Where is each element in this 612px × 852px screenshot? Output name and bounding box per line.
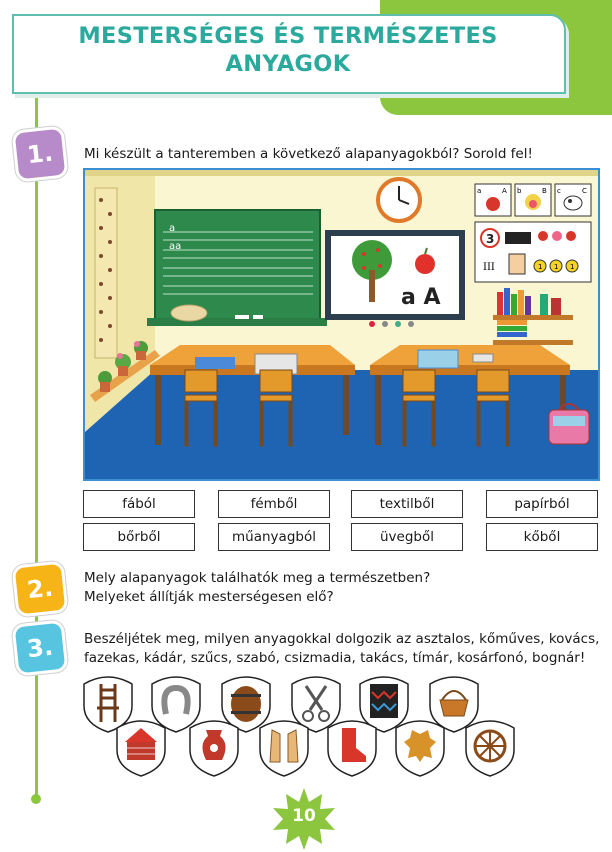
coin-2: 1 (554, 263, 559, 271)
task-3-line-1: Beszéljétek meg, milyen anyagokkal dolgozik az asztalos, kőműves, kovács, (84, 631, 600, 647)
wagon-wheel-icon (464, 718, 516, 778)
classroom-svg (85, 170, 598, 479)
margin-line-end (31, 794, 41, 804)
card-a: a (477, 187, 482, 195)
word-box-wood: fából (83, 490, 195, 518)
word-box-leather: bőrből (83, 523, 195, 551)
card-A: A (502, 187, 507, 195)
margin-line (35, 92, 38, 798)
card-c: c (557, 187, 561, 195)
word-box-stone: kőből (486, 523, 598, 551)
jug-icon (188, 718, 240, 778)
card-b: b (517, 187, 522, 195)
task-3-line-2: fazekas, kádár, szűcs, szabó, csizmadia, takács, tímár, kosárfonó, bognár! (84, 650, 586, 666)
page-number: 10 (292, 806, 316, 826)
coin-1: 1 (538, 263, 543, 271)
card-B: B (542, 187, 547, 195)
word-box-textile: textilből (351, 490, 463, 518)
task-1-number: 1. (11, 125, 68, 182)
boot-icon (326, 718, 378, 778)
word-box-glass: üvegből (351, 523, 463, 551)
roman-numeral: III (483, 262, 495, 273)
leather-hide-icon (394, 718, 446, 778)
letter-cards (475, 184, 591, 216)
brick-house-icon (115, 718, 167, 778)
fur-vest-icon (258, 718, 310, 778)
word-box-paper: papírból (486, 490, 598, 518)
task-1-question: Mi készült a tanteremben a következő alapanyagokból? Sorold fel! (84, 146, 533, 162)
classroom-illustration (83, 168, 600, 481)
poster-letters: a A (401, 285, 441, 310)
school-bag (549, 404, 589, 444)
task-2-line-1: Mely alapanyagok találhatók meg a természetben? (84, 570, 431, 586)
task-2-number: 2. (11, 560, 68, 617)
page-title: MESTERSÉGES ÉS TERMÉSZETES ANYAGOK (78, 23, 498, 77)
task-3-number: 3. (11, 619, 68, 676)
coin-3: 1 (570, 263, 575, 271)
word-box-metal: fémből (218, 490, 330, 518)
number-chart (475, 222, 591, 282)
card-C: C (582, 187, 587, 195)
word-box-plastic: műanyagból (218, 523, 330, 551)
number-card: 3 (486, 232, 495, 246)
board-text-2: aa (169, 241, 182, 252)
task-2-line-2: Melyeket állítják mesterségesen elő? (84, 589, 334, 605)
board-text-1: a (169, 223, 176, 234)
